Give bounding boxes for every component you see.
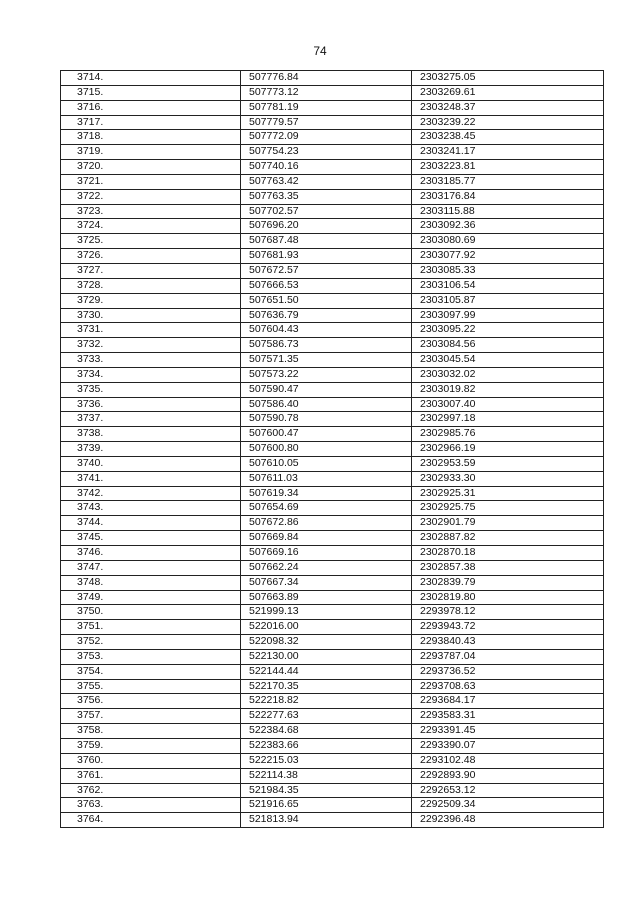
table-row [61, 768, 604, 783]
y-coordinate-cell: 2303019.82 [412, 382, 604, 397]
x-coordinate-cell: 507586.73 [241, 338, 412, 353]
y-coordinate-cell: 2302985.76 [412, 427, 604, 442]
table-row [61, 249, 604, 264]
x-coordinate-cell: 507772.09 [241, 130, 412, 145]
point-number-cell: 3736. [61, 397, 241, 412]
x-coordinate-cell: 507763.35 [241, 189, 412, 204]
x-coordinate-cell: 507696.20 [241, 219, 412, 234]
table-row [61, 501, 604, 516]
x-coordinate-cell: 522170.35 [241, 679, 412, 694]
x-coordinate-cell: 507666.53 [241, 278, 412, 293]
y-coordinate-cell: 2292509.34 [412, 798, 604, 813]
table-row [61, 456, 604, 471]
y-coordinate-cell: 2303115.88 [412, 204, 604, 219]
y-coordinate-cell: 2303084.56 [412, 338, 604, 353]
table-row [61, 709, 604, 724]
x-coordinate-cell: 507740.16 [241, 160, 412, 175]
point-number-cell: 3758. [61, 724, 241, 739]
y-coordinate-cell: 2303085.33 [412, 263, 604, 278]
point-number-cell: 3757. [61, 709, 241, 724]
point-number-cell: 3739. [61, 442, 241, 457]
table-row [61, 442, 604, 457]
table-row [61, 263, 604, 278]
table-row [61, 174, 604, 189]
table-row [61, 620, 604, 635]
x-coordinate-cell: 507702.57 [241, 204, 412, 219]
x-coordinate-cell: 507763.42 [241, 174, 412, 189]
point-number-cell: 3763. [61, 798, 241, 813]
point-number-cell: 3741. [61, 471, 241, 486]
table-row [61, 724, 604, 739]
point-number-cell: 3745. [61, 531, 241, 546]
table-row [61, 397, 604, 412]
table-row [61, 783, 604, 798]
point-number-cell: 3715. [61, 85, 241, 100]
table-row [61, 486, 604, 501]
point-number-cell: 3755. [61, 679, 241, 694]
y-coordinate-cell: 2303045.54 [412, 353, 604, 368]
x-coordinate-cell: 507672.86 [241, 516, 412, 531]
y-coordinate-cell: 2302901.79 [412, 516, 604, 531]
table-row [61, 605, 604, 620]
point-number-cell: 3719. [61, 145, 241, 160]
table-row [61, 323, 604, 338]
y-coordinate-cell: 2303239.22 [412, 115, 604, 130]
y-coordinate-cell: 2303077.92 [412, 249, 604, 264]
y-coordinate-cell: 2302857.38 [412, 560, 604, 575]
y-coordinate-cell: 2302870.18 [412, 546, 604, 561]
table-row [61, 798, 604, 813]
coordinates-table [60, 70, 604, 828]
x-coordinate-cell: 507687.48 [241, 234, 412, 249]
point-number-cell: 3740. [61, 456, 241, 471]
y-coordinate-cell: 2303241.17 [412, 145, 604, 160]
point-number-cell: 3724. [61, 219, 241, 234]
table-row [61, 679, 604, 694]
point-number-cell: 3733. [61, 353, 241, 368]
point-number-cell: 3737. [61, 412, 241, 427]
point-number-cell: 3748. [61, 575, 241, 590]
x-coordinate-cell: 507663.89 [241, 590, 412, 605]
point-number-cell: 3756. [61, 694, 241, 709]
y-coordinate-cell: 2302887.82 [412, 531, 604, 546]
x-coordinate-cell: 507779.57 [241, 115, 412, 130]
x-coordinate-cell: 522144.44 [241, 664, 412, 679]
y-coordinate-cell: 2303097.99 [412, 308, 604, 323]
point-number-cell: 3752. [61, 635, 241, 650]
y-coordinate-cell: 2302819.80 [412, 590, 604, 605]
point-number-cell: 3738. [61, 427, 241, 442]
table-row [61, 189, 604, 204]
point-number-cell: 3747. [61, 560, 241, 575]
point-number-cell: 3735. [61, 382, 241, 397]
table-row [61, 471, 604, 486]
table-row [61, 575, 604, 590]
table-row [61, 694, 604, 709]
y-coordinate-cell: 2303032.02 [412, 367, 604, 382]
point-number-cell: 3760. [61, 753, 241, 768]
table-row [61, 367, 604, 382]
point-number-cell: 3764. [61, 813, 241, 828]
x-coordinate-cell: 507773.12 [241, 85, 412, 100]
table-row [61, 130, 604, 145]
table-row [61, 234, 604, 249]
y-coordinate-cell: 2303105.87 [412, 293, 604, 308]
point-number-cell: 3759. [61, 738, 241, 753]
x-coordinate-cell: 521916.65 [241, 798, 412, 813]
table-row [61, 115, 604, 130]
y-coordinate-cell: 2303248.37 [412, 100, 604, 115]
table-row [61, 278, 604, 293]
point-number-cell: 3750. [61, 605, 241, 620]
table-row [61, 546, 604, 561]
x-coordinate-cell: 507754.23 [241, 145, 412, 160]
x-coordinate-cell: 521984.35 [241, 783, 412, 798]
x-coordinate-cell: 507669.16 [241, 546, 412, 561]
point-number-cell: 3749. [61, 590, 241, 605]
x-coordinate-cell: 507776.84 [241, 71, 412, 86]
x-coordinate-cell: 522114.38 [241, 768, 412, 783]
point-number-cell: 3754. [61, 664, 241, 679]
point-number-cell: 3716. [61, 100, 241, 115]
point-number-cell: 3726. [61, 249, 241, 264]
table-row [61, 649, 604, 664]
x-coordinate-cell: 507610.05 [241, 456, 412, 471]
y-coordinate-cell: 2303106.54 [412, 278, 604, 293]
y-coordinate-cell: 2302997.18 [412, 412, 604, 427]
point-number-cell: 3753. [61, 649, 241, 664]
x-coordinate-cell: 507600.80 [241, 442, 412, 457]
point-number-cell: 3730. [61, 308, 241, 323]
point-number-cell: 3728. [61, 278, 241, 293]
x-coordinate-cell: 522277.63 [241, 709, 412, 724]
y-coordinate-cell: 2302925.75 [412, 501, 604, 516]
y-coordinate-cell: 2293391.45 [412, 724, 604, 739]
y-coordinate-cell: 2303007.40 [412, 397, 604, 412]
table-row [61, 412, 604, 427]
table-row [61, 338, 604, 353]
y-coordinate-cell: 2293102.48 [412, 753, 604, 768]
point-number-cell: 3729. [61, 293, 241, 308]
table-row [61, 160, 604, 175]
point-number-cell: 3743. [61, 501, 241, 516]
point-number-cell: 3762. [61, 783, 241, 798]
point-number-cell: 3761. [61, 768, 241, 783]
x-coordinate-cell: 522384.68 [241, 724, 412, 739]
y-coordinate-cell: 2303176.84 [412, 189, 604, 204]
table-row [61, 664, 604, 679]
y-coordinate-cell: 2303095.22 [412, 323, 604, 338]
point-number-cell: 3727. [61, 263, 241, 278]
x-coordinate-cell: 507600.47 [241, 427, 412, 442]
x-coordinate-cell: 507604.43 [241, 323, 412, 338]
y-coordinate-cell: 2302966.19 [412, 442, 604, 457]
x-coordinate-cell: 521999.13 [241, 605, 412, 620]
y-coordinate-cell: 2293943.72 [412, 620, 604, 635]
y-coordinate-cell: 2302925.31 [412, 486, 604, 501]
point-number-cell: 3742. [61, 486, 241, 501]
table-row [61, 219, 604, 234]
y-coordinate-cell: 2303238.45 [412, 130, 604, 145]
x-coordinate-cell: 522130.00 [241, 649, 412, 664]
table-row [61, 531, 604, 546]
table-row [61, 516, 604, 531]
y-coordinate-cell: 2302839.79 [412, 575, 604, 590]
point-number-cell: 3751. [61, 620, 241, 635]
x-coordinate-cell: 522016.00 [241, 620, 412, 635]
point-number-cell: 3718. [61, 130, 241, 145]
x-coordinate-cell: 507667.34 [241, 575, 412, 590]
x-coordinate-cell: 507611.03 [241, 471, 412, 486]
y-coordinate-cell: 2303269.61 [412, 85, 604, 100]
x-coordinate-cell: 522218.82 [241, 694, 412, 709]
x-coordinate-cell: 507662.24 [241, 560, 412, 575]
y-coordinate-cell: 2293840.43 [412, 635, 604, 650]
table-row [61, 71, 604, 86]
y-coordinate-cell: 2293390.07 [412, 738, 604, 753]
x-coordinate-cell: 507590.78 [241, 412, 412, 427]
table-row [61, 145, 604, 160]
table-row [61, 204, 604, 219]
table-row [61, 560, 604, 575]
y-coordinate-cell: 2292396.48 [412, 813, 604, 828]
point-number-cell: 3714. [61, 71, 241, 86]
x-coordinate-cell: 507573.22 [241, 367, 412, 382]
point-number-cell: 3734. [61, 367, 241, 382]
y-coordinate-cell: 2293736.52 [412, 664, 604, 679]
point-number-cell: 3723. [61, 204, 241, 219]
x-coordinate-cell: 507781.19 [241, 100, 412, 115]
y-coordinate-cell: 2293708.63 [412, 679, 604, 694]
point-number-cell: 3721. [61, 174, 241, 189]
x-coordinate-cell: 507651.50 [241, 293, 412, 308]
x-coordinate-cell: 507590.47 [241, 382, 412, 397]
y-coordinate-cell: 2293583.31 [412, 709, 604, 724]
y-coordinate-cell: 2303185.77 [412, 174, 604, 189]
point-number-cell: 3732. [61, 338, 241, 353]
x-coordinate-cell: 507669.84 [241, 531, 412, 546]
point-number-cell: 3731. [61, 323, 241, 338]
table-row [61, 753, 604, 768]
y-coordinate-cell: 2293684.17 [412, 694, 604, 709]
x-coordinate-cell: 507586.40 [241, 397, 412, 412]
x-coordinate-cell: 507619.34 [241, 486, 412, 501]
table-row [61, 293, 604, 308]
x-coordinate-cell: 522215.03 [241, 753, 412, 768]
y-coordinate-cell: 2292893.90 [412, 768, 604, 783]
table-row [61, 590, 604, 605]
page-number: 74 [313, 44, 327, 58]
table-row [61, 635, 604, 650]
x-coordinate-cell: 521813.94 [241, 813, 412, 828]
y-coordinate-cell: 2303092.36 [412, 219, 604, 234]
y-coordinate-cell: 2293978.12 [412, 605, 604, 620]
point-number-cell: 3725. [61, 234, 241, 249]
point-number-cell: 3720. [61, 160, 241, 175]
x-coordinate-cell: 507636.79 [241, 308, 412, 323]
point-number-cell: 3717. [61, 115, 241, 130]
table-row [61, 100, 604, 115]
y-coordinate-cell: 2293787.04 [412, 649, 604, 664]
y-coordinate-cell: 2302933.30 [412, 471, 604, 486]
point-number-cell: 3744. [61, 516, 241, 531]
point-number-cell: 3746. [61, 546, 241, 561]
x-coordinate-cell: 507681.93 [241, 249, 412, 264]
table-row [61, 308, 604, 323]
coordinates-table-body [61, 71, 604, 828]
x-coordinate-cell: 507654.69 [241, 501, 412, 516]
table-row [61, 85, 604, 100]
x-coordinate-cell: 522383.66 [241, 738, 412, 753]
table-row [61, 353, 604, 368]
table-row [61, 813, 604, 828]
y-coordinate-cell: 2303080.69 [412, 234, 604, 249]
y-coordinate-cell: 2292653.12 [412, 783, 604, 798]
y-coordinate-cell: 2303223.81 [412, 160, 604, 175]
x-coordinate-cell: 507571.35 [241, 353, 412, 368]
table-row [61, 427, 604, 442]
table-row [61, 738, 604, 753]
table-row [61, 382, 604, 397]
y-coordinate-cell: 2303275.05 [412, 71, 604, 86]
x-coordinate-cell: 507672.57 [241, 263, 412, 278]
x-coordinate-cell: 522098.32 [241, 635, 412, 650]
y-coordinate-cell: 2302953.59 [412, 456, 604, 471]
point-number-cell: 3722. [61, 189, 241, 204]
